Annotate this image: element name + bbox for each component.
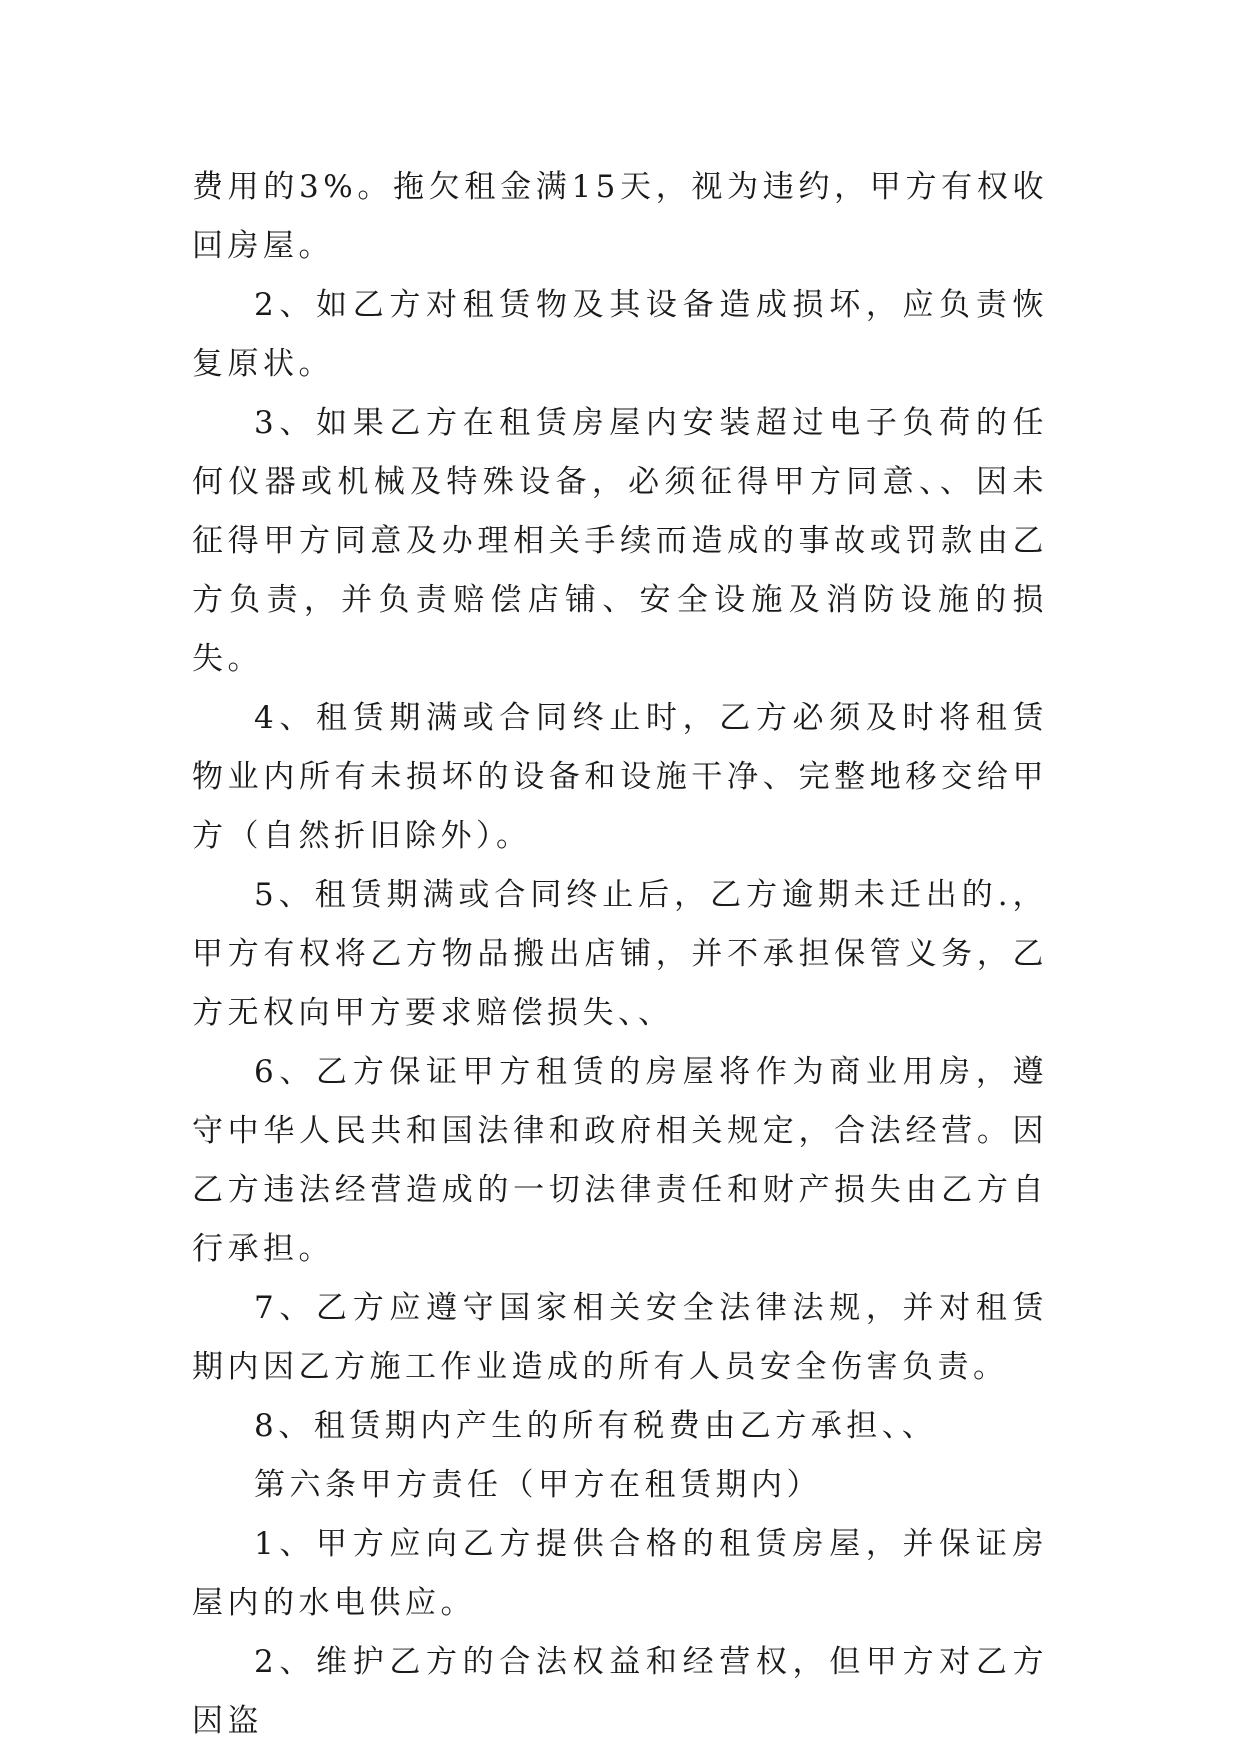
paragraph-article-6-clause-2: 2、维护乙方的合法权益和经营权，但甲方对乙方因盗 <box>192 1644 1048 1739</box>
paragraph-clause-8-taxes: 8、租赁期内产生的所有税费由乙方承担、、 <box>254 1408 938 1444</box>
paragraph-clause-4-handover: 4、租赁期满或合同终止时，乙方必须及时将租赁物业内所有未损坏的设备和设施干净、完整地移交给甲方（自然折旧除外）。 <box>192 700 1048 854</box>
paragraph-late-rent: 费用的3%。拖欠租金满15天，视为违约，甲方有权收回房屋。 <box>192 169 1048 264</box>
paragraph-article-6-clause-1: 1、甲方应向乙方提供合格的租赁房屋，并保证房屋内的水电供应。 <box>192 1526 1048 1621</box>
paragraph-clause-6-commercial-use: 6、乙方保证甲方租赁的房屋将作为商业用房，遵守中华人民共和国法律和政府相关规定，合法经营。因乙方违法经营造成的一切法律责任和财产损失由乙方自行承担。 <box>192 1054 1048 1267</box>
document-body <box>192 158 1048 1751</box>
article-6-heading: 第六条甲方责任（甲方在租赁期内） <box>254 1467 822 1503</box>
paragraph-clause-5-move-out: 5、租赁期满或合同终止后，乙方逾期未迁出的.，甲方有权将乙方物品搬出店铺，并不承担保管义务，乙方无权向甲方要求赔偿损失、、 <box>192 877 1048 1031</box>
paragraph-clause-7-safety: 7、乙方应遵守国家相关安全法律法规，并对租赁期内因乙方施工作业造成的所有人员安全伤害负责。 <box>192 1290 1048 1385</box>
paragraph-clause-2-damage: 2、如乙方对租赁物及其设备造成损坏，应负责恢复原状。 <box>192 287 1048 382</box>
paragraph-clause-3-equipment: 3、如果乙方在租赁房屋内安装超过电子负荷的任何仪器或机械及特殊设备，必须征得甲方同意、、因未征得甲方同意及办理相关手续而造成的事故或罚款由乙方负责，并负责赔偿店铺、安全设施及消防设施的损失。 <box>192 405 1048 677</box>
